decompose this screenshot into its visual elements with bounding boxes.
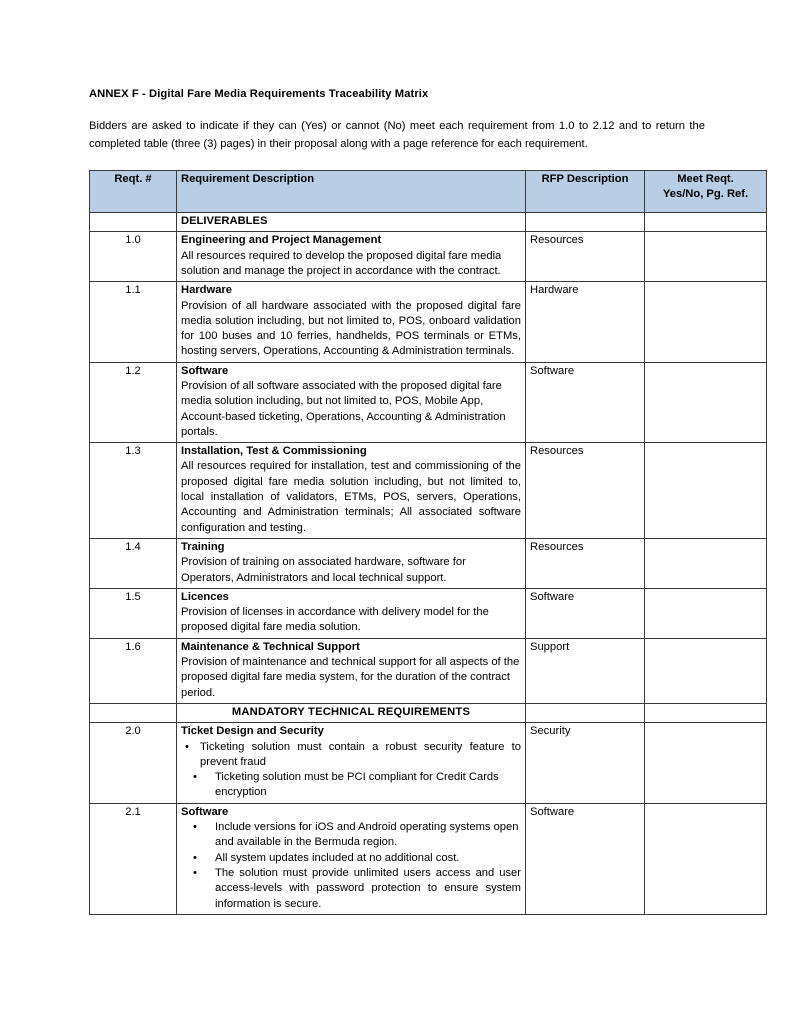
table-row — [90, 723, 767, 803]
requirement-heading: Installation, Test & Commissioning — [181, 445, 367, 458]
requirement-heading: Software — [181, 805, 229, 818]
reqt-number: 1.3 — [90, 443, 177, 539]
intro-paragraph: Bidders are asked to indicate if they can (Yes) or cannot (No) meet each requirement from 1.0 to 2.12 and to return the completed table (three (3) pages) in their proposal along with a page reference for each requirement. — [89, 120, 705, 150]
bullet-icon: • — [185, 740, 189, 753]
meet-reqt-answer-cell[interactable] — [645, 803, 767, 914]
requirement-description — [177, 803, 526, 914]
requirement-body-text: All resources required to develop the proposed digital fare media solution and manage the project in accordance with the contract. — [181, 249, 502, 277]
requirement-bullet-item — [181, 851, 521, 866]
bullet-icon: • — [193, 821, 197, 834]
meet-reqt-answer-cell[interactable] — [645, 282, 767, 362]
rfp-description-cell: Resources — [526, 232, 645, 282]
section-meet-cell[interactable] — [645, 703, 767, 722]
requirement-heading: Software — [181, 364, 229, 377]
requirement-description — [177, 232, 526, 282]
meet-reqt-answer-cell[interactable] — [645, 443, 767, 539]
requirement-body-text: Provision of all hardware associated with the proposed digital fare media solution including, but not limited to, POS, onboard validation for 100 buses and 10 ferries, handhelds, POS terminals or ETMs, hosting servers, Operations, Accounting & Administration terminals. — [181, 299, 521, 358]
requirements-traceability-matrix — [89, 170, 767, 915]
column-header-rfp-description: RFP Description — [526, 171, 645, 213]
table-row — [90, 282, 767, 362]
rfp-description-cell: Software — [526, 803, 645, 914]
requirement-description — [177, 723, 526, 803]
requirement-description — [177, 282, 526, 362]
meet-reqt-answer-cell[interactable] — [645, 362, 767, 442]
table-body — [90, 213, 767, 915]
table-row — [90, 362, 767, 442]
section-rfp-cell — [526, 213, 645, 232]
meet-reqt-line2: Yes/No, Pg. Ref. — [662, 188, 749, 201]
reqt-number: 1.2 — [90, 362, 177, 442]
requirement-description — [177, 538, 526, 588]
requirement-description — [177, 638, 526, 703]
table-row — [90, 443, 767, 539]
section-rfp-cell — [526, 703, 645, 722]
column-header-reqt-no: Reqt. # — [90, 171, 177, 213]
section-title: MANDATORY TECHNICAL REQUIREMENTS — [177, 703, 526, 722]
rfp-description-cell: Resources — [526, 443, 645, 539]
requirement-heading: Training — [181, 540, 225, 553]
section-meet-cell[interactable] — [645, 213, 767, 232]
table-row — [90, 538, 767, 588]
bullet-icon: • — [193, 771, 197, 784]
requirement-description — [177, 588, 526, 638]
reqt-number: 1.6 — [90, 638, 177, 703]
requirement-heading: Engineering and Project Management — [181, 234, 382, 247]
requirement-bullet-item — [181, 740, 521, 771]
reqt-number: 1.5 — [90, 588, 177, 638]
bullet-text: Include versions for iOS and Android operating systems open and available in the Bermuda region. — [215, 821, 519, 849]
reqt-number: 1.0 — [90, 232, 177, 282]
requirement-body-text: Provision of licenses in accordance with delivery model for the proposed digital fare media solution. — [181, 606, 489, 634]
rfp-description-cell: Software — [526, 362, 645, 442]
bullet-text: The solution must provide unlimited users access and user access-levels with password protection to ensure system information is secure. — [215, 866, 521, 910]
requirement-bullet-item — [181, 770, 521, 801]
requirement-bullet-item — [181, 820, 521, 851]
bullet-text: All system updates included at no additional cost. — [215, 851, 460, 864]
requirement-body-text: Provision of all software associated with the proposed digital fare media solution including, but not limited to, POS, Mobile App, Account-based ticketing, Operations, Accounting & Administration portals. — [181, 380, 506, 438]
table-row — [90, 232, 767, 282]
requirement-bullet-item — [181, 866, 521, 912]
requirement-body-text: Provision of maintenance and technical support for all aspects of the proposed digital fare media system, for the duration of the contract period. — [181, 656, 520, 699]
table-row — [90, 588, 767, 638]
meet-reqt-answer-cell[interactable] — [645, 588, 767, 638]
section-title: DELIVERABLES — [177, 213, 526, 232]
rfp-description-cell: Software — [526, 588, 645, 638]
rfp-description-cell: Hardware — [526, 282, 645, 362]
bullet-text: Ticketing solution must contain a robust security feature to prevent fraud — [200, 740, 521, 768]
rfp-description-cell: Security — [526, 723, 645, 803]
bullet-icon: • — [193, 866, 197, 879]
requirement-heading: Hardware — [181, 284, 232, 297]
section-header-row — [90, 703, 767, 722]
requirement-description — [177, 362, 526, 442]
column-header-requirement-description: Requirement Description — [177, 171, 526, 213]
meet-reqt-answer-cell[interactable] — [645, 538, 767, 588]
reqt-number: 1.1 — [90, 282, 177, 362]
table-row — [90, 638, 767, 703]
meet-reqt-answer-cell[interactable] — [645, 232, 767, 282]
table-header-row — [90, 171, 767, 213]
rfp-description-cell: Support — [526, 638, 645, 703]
requirement-bullet-list — [181, 820, 521, 912]
table-header — [90, 171, 767, 213]
requirement-heading: Ticket Design and Security — [181, 725, 324, 738]
reqt-number: 1.4 — [90, 538, 177, 588]
requirement-heading: Maintenance & Technical Support — [181, 640, 360, 653]
section-header-row — [90, 213, 767, 232]
table-row — [90, 803, 767, 914]
meet-reqt-answer-cell[interactable] — [645, 723, 767, 803]
reqt-number: 2.1 — [90, 803, 177, 914]
section-reqt-cell — [90, 213, 177, 232]
requirement-heading: Licences — [181, 590, 229, 603]
bullet-icon: • — [193, 851, 197, 864]
requirement-body-text: Provision of training on associated hardware, software for Operators, Administrators and local technical support. — [181, 556, 466, 584]
bullet-text: Ticketing solution must be PCI compliant for Credit Cards encryption — [215, 771, 499, 799]
requirement-body-text: All resources required for installation, test and commissioning of the proposed digital fare media solution including, but not limited to, local installation of validators, ETMs, POS, servers, Operations, Accounting and Administration terminals; All associated software configuration and testing. — [181, 460, 521, 534]
requirement-description — [177, 443, 526, 539]
section-reqt-cell — [90, 703, 177, 722]
reqt-number: 2.0 — [90, 723, 177, 803]
rfp-description-cell: Resources — [526, 538, 645, 588]
page-title: ANNEX F - Digital Fare Media Requirements Traceability Matrix — [89, 88, 429, 100]
meet-reqt-line1: Meet Reqt. — [677, 173, 734, 186]
column-header-meet-reqt — [645, 171, 767, 213]
meet-reqt-answer-cell[interactable] — [645, 638, 767, 703]
requirement-bullet-list — [181, 740, 521, 801]
